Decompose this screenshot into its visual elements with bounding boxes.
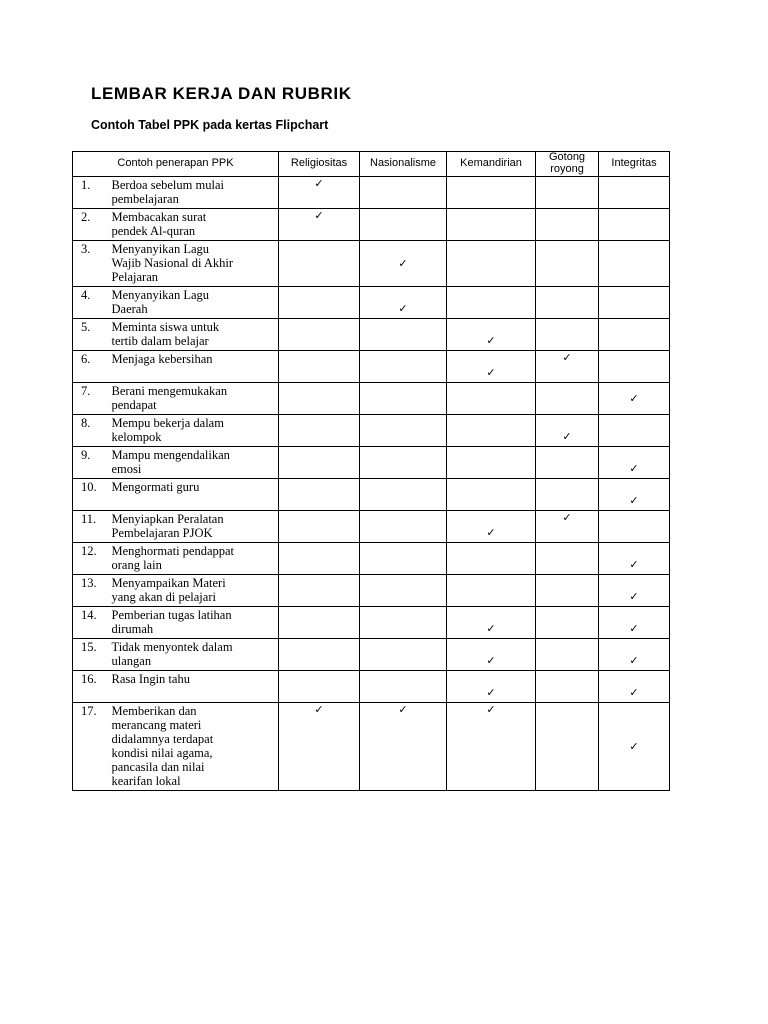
cell-nasionalisme [360,639,447,671]
description-line: pembelajaran [111,192,179,206]
table-row [73,447,670,479]
row-description [110,415,279,447]
cell-gotong-royong [536,209,599,241]
cell-kemandirian [447,543,536,575]
check-mark-icon: ✓ [398,703,408,716]
cell-integritas [599,511,670,543]
cell-gotong-royong [536,543,599,575]
cell-kemandirian [447,639,536,671]
table-row [73,703,670,791]
cell-gotong-royong [536,351,599,383]
table-row [73,351,670,383]
description-line: kelompok [111,430,162,444]
cell-integritas [599,447,670,479]
check-mark-icon: ✓ [629,654,639,667]
cell-nasionalisme [360,415,447,447]
check-mark-icon: ✓ [629,462,639,475]
cell-religiositas [279,511,360,543]
row-description [110,209,279,241]
description-line: Pemberian tugas latihan [111,608,232,622]
header-contoh-penerapan: Contoh penerapan PPK [73,152,279,177]
cell-religiositas [279,447,360,479]
cell-nasionalisme [360,607,447,639]
check-mark-icon: ✓ [486,622,496,635]
cell-gotong-royong [536,703,599,791]
description-line: Rasa Ingin tahu [111,672,190,686]
description-line: Pembelajaran PJOK [111,526,213,540]
check-mark-icon: ✓ [314,209,324,222]
cell-religiositas [279,177,360,209]
cell-gotong-royong [536,415,599,447]
check-mark-icon: ✓ [314,177,324,190]
check-mark-icon: ✓ [629,739,639,753]
cell-integritas [599,319,670,351]
header-gotong-royong-label: Gotong royong [548,151,586,175]
cell-gotong-royong [536,671,599,703]
check-mark-icon: ✓ [486,526,496,539]
check-mark-icon: ✓ [629,391,639,405]
description-line: didalamnya terdapat [111,732,214,746]
cell-nasionalisme [360,319,447,351]
cell-kemandirian [447,177,536,209]
cell-religiositas [279,543,360,575]
cell-gotong-royong [536,607,599,639]
description-line: pendapat [111,398,157,412]
cell-kemandirian [447,383,536,415]
cell-kemandirian [447,287,536,319]
cell-kemandirian [447,479,536,511]
row-number: 2. [73,209,110,241]
row-description [110,351,279,383]
cell-gotong-royong [536,511,599,543]
check-mark-icon: ✓ [486,686,496,699]
row-number: 7. [73,383,110,415]
cell-integritas [599,543,670,575]
cell-kemandirian [447,511,536,543]
cell-kemandirian [447,447,536,479]
description-line: pancasila dan nilai [111,760,205,774]
row-number: 3. [73,241,110,287]
cell-nasionalisme [360,575,447,607]
table-row [73,479,670,511]
table-row [73,607,670,639]
row-number: 9. [73,447,110,479]
row-description [110,383,279,415]
cell-nasionalisme [360,383,447,415]
description-line: Tidak menyontek dalam [111,640,233,654]
description-line: Pelajaran [111,270,159,284]
cell-religiositas [279,575,360,607]
cell-integritas [599,575,670,607]
cell-religiositas [279,479,360,511]
description-line: pendek Al-quran [111,224,196,238]
table-row [73,543,670,575]
cell-religiositas [279,287,360,319]
ppk-table [72,151,670,791]
row-description [110,479,279,511]
row-description [110,511,279,543]
cell-gotong-royong [536,447,599,479]
description-line: tertib dalam belajar [111,334,209,348]
description-line: kondisi nilai agama, [111,746,213,760]
row-number: 12. [73,543,110,575]
check-mark-icon: ✓ [486,366,496,379]
check-mark-icon: ✓ [562,351,572,364]
description-line: Menjaga kebersihan [111,352,213,366]
check-mark-icon: ✓ [486,703,496,716]
cell-integritas [599,415,670,447]
check-mark-icon: ✓ [629,590,639,603]
cell-integritas [599,479,670,511]
cell-nasionalisme [360,177,447,209]
row-number: 14. [73,607,110,639]
check-mark-icon: ✓ [629,558,639,571]
description-line: Wajib Nasional di Akhir [111,256,234,270]
cell-gotong-royong [536,639,599,671]
check-mark-icon: ✓ [629,622,639,635]
description-line: Menyanyikan Lagu [111,288,210,302]
row-description [110,447,279,479]
description-line: Membacakan surat [111,210,207,224]
table-row [73,639,670,671]
cell-nasionalisme [360,671,447,703]
cell-integritas [599,607,670,639]
table-row [73,209,670,241]
description-line: Mampu mengendalikan [111,448,230,462]
cell-nasionalisme [360,447,447,479]
header-gotong-royong [536,152,599,177]
cell-kemandirian [447,575,536,607]
page-subtitle: Contoh Tabel PPK pada kertas Flipchart [91,118,329,132]
cell-nasionalisme [360,287,447,319]
cell-integritas [599,241,670,287]
row-number: 8. [73,415,110,447]
cell-kemandirian [447,671,536,703]
cell-nasionalisme [360,209,447,241]
cell-kemandirian [447,319,536,351]
description-line: ulangan [111,654,152,668]
description-line: Mengormati guru [111,480,200,494]
check-mark-icon: ✓ [629,494,639,507]
cell-religiositas [279,383,360,415]
description-line: Menghormati pendappat [111,544,235,558]
cell-nasionalisme [360,511,447,543]
table-row [73,511,670,543]
cell-integritas [599,287,670,319]
table-row [73,241,670,287]
check-mark-icon: ✓ [314,703,324,716]
check-mark-icon: ✓ [486,334,496,347]
check-mark-icon: ✓ [629,686,639,699]
description-line: Mempu bekerja dalam [111,416,224,430]
cell-kemandirian [447,241,536,287]
description-line: Menyanyikan Lagu [111,242,210,256]
row-description [110,671,279,703]
cell-gotong-royong [536,575,599,607]
row-number: 15. [73,639,110,671]
description-line: kearifan lokal [111,774,181,788]
cell-gotong-royong [536,177,599,209]
cell-gotong-royong [536,479,599,511]
cell-nasionalisme [360,241,447,287]
cell-religiositas [279,241,360,287]
cell-gotong-royong [536,383,599,415]
cell-integritas [599,639,670,671]
description-line: merancang materi [111,718,202,732]
check-mark-icon: ✓ [562,511,572,524]
row-description [110,575,279,607]
row-number: 16. [73,671,110,703]
cell-religiositas [279,671,360,703]
check-mark-icon: ✓ [398,256,408,270]
cell-religiositas [279,703,360,791]
cell-nasionalisme [360,703,447,791]
row-number: 6. [73,351,110,383]
row-description [110,319,279,351]
cell-integritas [599,177,670,209]
cell-gotong-royong [536,319,599,351]
table-row [73,415,670,447]
cell-nasionalisme [360,351,447,383]
header-nasionalisme: Nasionalisme [360,152,447,177]
row-description [110,607,279,639]
row-description [110,639,279,671]
check-mark-icon: ✓ [398,302,408,315]
cell-integritas [599,351,670,383]
cell-kemandirian [447,209,536,241]
row-number: 4. [73,287,110,319]
table-row [73,319,670,351]
cell-kemandirian [447,703,536,791]
cell-nasionalisme [360,479,447,511]
description-line: Berani mengemukakan [111,384,228,398]
row-number: 1. [73,177,110,209]
row-description [110,543,279,575]
row-number: 10. [73,479,110,511]
description-line: emosi [111,462,142,476]
row-description [110,703,279,791]
header-religiositas: Religiositas [279,152,360,177]
cell-gotong-royong [536,241,599,287]
table-row [73,575,670,607]
table-header-row [73,152,670,177]
row-number: 5. [73,319,110,351]
cell-religiositas [279,415,360,447]
table-row [73,671,670,703]
description-line: Meminta siswa untuk [111,320,220,334]
cell-integritas [599,383,670,415]
description-line: Menyiapkan Peralatan [111,512,224,526]
page-title: LEMBAR KERJA DAN RUBRIK [91,84,352,103]
cell-religiositas [279,209,360,241]
description-line: orang lain [111,558,162,572]
cell-kemandirian [447,607,536,639]
row-description [110,177,279,209]
cell-gotong-royong [536,287,599,319]
description-line: Memberikan dan [111,704,197,718]
table-row [73,383,670,415]
check-mark-icon: ✓ [486,654,496,667]
description-line: Daerah [111,302,148,316]
header-integritas: Integritas [599,152,670,177]
description-line: yang akan di pelajari [111,590,216,604]
cell-integritas [599,671,670,703]
description-line: Berdoa sebelum mulai [111,178,224,192]
row-number: 11. [73,511,110,543]
cell-kemandirian [447,351,536,383]
description-line: dirumah [111,622,154,636]
header-kemandirian: Kemandirian [447,152,536,177]
cell-religiositas [279,351,360,383]
row-description [110,241,279,287]
table-row [73,287,670,319]
cell-integritas [599,703,670,791]
cell-integritas [599,209,670,241]
description-line: Menyampaikan Materi [111,576,226,590]
cell-religiositas [279,607,360,639]
row-number: 17. [73,703,110,791]
cell-religiositas [279,319,360,351]
cell-religiositas [279,639,360,671]
row-description [110,287,279,319]
table-row [73,177,670,209]
row-number: 13. [73,575,110,607]
cell-nasionalisme [360,543,447,575]
check-mark-icon: ✓ [562,430,572,443]
cell-kemandirian [447,415,536,447]
